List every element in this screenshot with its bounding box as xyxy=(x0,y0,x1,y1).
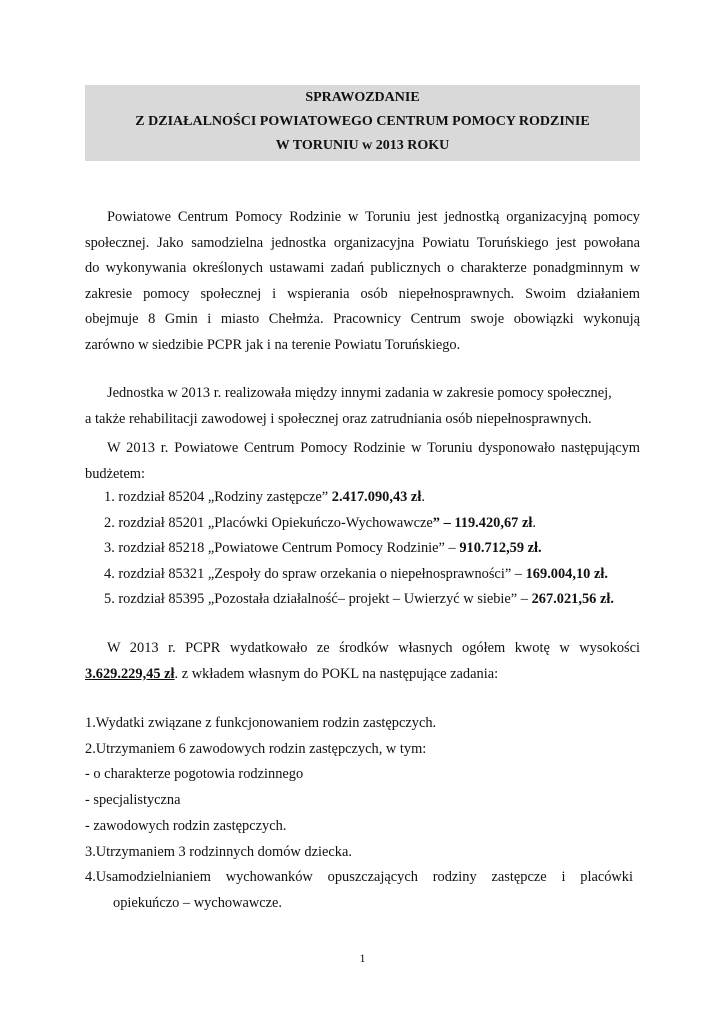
spending-line: W 2013 r. PCPR wydatkowało ze środków własnych ogółem kwotę w wysokości xyxy=(107,640,640,656)
tasks-line: Jednostka w 2013 r. realizowała między innymi zadania w zakresie pomocy społecznej, xyxy=(107,385,612,401)
list-item: 4.Usamodzielnianiem wychowanków opuszczających rodziny zastępcze i placówki xyxy=(85,869,633,886)
budget-item: 2. rozdział 85201 „Placówki Opiekuńczo-Wychowawcze” – 119.420,67 zł. xyxy=(104,515,536,531)
budget-amount: 910.712,59 zł. xyxy=(459,540,542,556)
intro-line: Powiatowe Centrum Pomocy Rodzinie w Toruniu jest jednostką organizacyjną pomocy xyxy=(107,209,640,225)
tasks-paragraph xyxy=(85,381,640,432)
intro-line: obejmuje 8 Gmin i miasto Chełmża. Pracownicy Centrum swoje obowiązki wykonują xyxy=(85,311,640,327)
list-item: 3.Utrzymaniem 3 rodzinnych domów dziecka. xyxy=(85,843,352,860)
spending-paragraph xyxy=(85,636,640,687)
tasks-line: a także rehabilitacji zawodowej i społecznej oraz zatrudniania osób niepełnosprawnych. xyxy=(85,410,592,427)
page-number: 1 xyxy=(359,951,366,965)
budget-item: 5. rozdział 85395 „Pozostała działalność– projekt – Uwierzyć w siebie” – 267.021,56 zł. xyxy=(104,591,614,607)
budget-amount: 267.021,56 zł. xyxy=(531,591,614,607)
budget-intro-paragraph xyxy=(85,436,640,487)
budget-item: 4. rozdział 85321 „Zespoły do spraw orzekania o niepełnosprawności” – 169.004,10 zł. xyxy=(104,566,608,582)
title-line-1: SPRAWOZDANIE xyxy=(305,90,420,105)
list-item: - zawodowych rodzin zastępczych. xyxy=(85,817,287,834)
list-item: - o charakterze pogotowia rodzinnego xyxy=(85,766,304,783)
budget-item: 1. rozdział 85204 „Rodziny zastępcze” 2.417.090,43 zł. xyxy=(104,489,425,505)
intro-line: zakresie pomocy społecznej i wspierania osób niepełnosprawnych. Swoim działaniem xyxy=(85,285,640,302)
title-line-3: W TORUNIU w 2013 ROKU xyxy=(275,138,450,153)
intro-line: zarówno w siedzibie PCPR jak i na terenie Powiatu Toruńskiego. xyxy=(85,336,461,353)
title-line-2: Z DZIAŁALNOŚCI POWIATOWEGO CENTRUM POMOCY RODZINIE xyxy=(135,114,590,129)
list-item: 1.Wydatki związane z funkcjonowaniem rodzin zastępczych. xyxy=(85,715,437,731)
intro-line: społecznej. Jako samodzielna jednostka organizacyjna Powiatu Toruńskiego jest powołana xyxy=(85,234,640,251)
intro-line: do wykonywania określonych ustawami zadań publicznych o charakterze ponadgminnym w xyxy=(85,260,640,276)
budget-intro-line: budżetem: xyxy=(85,465,145,482)
budget-item: 3. rozdział 85218 „Powiatowe Centrum Pomocy Rodzinie” – 910.712,59 zł. xyxy=(104,540,542,556)
report-title-box xyxy=(85,85,640,161)
list-item: - specjalistyczna xyxy=(85,792,181,809)
budget-intro-line: W 2013 r. Powiatowe Centrum Pomocy Rodzinie w Toruniu dysponowało następującym xyxy=(107,440,640,456)
spending-line: 3.629.229,45 zł. z wkładem własnym do POKL na następujące zadania: xyxy=(85,665,499,682)
list-item: 2.Utrzymaniem 6 zawodowych rodzin zastępczych, w tym: xyxy=(85,740,427,757)
budget-amount: 169.004,10 zł. xyxy=(525,566,608,582)
budget-amount: 2.417.090,43 zł xyxy=(331,489,422,505)
budget-amount: ” – 119.420,67 zł xyxy=(432,515,533,531)
intro-paragraph xyxy=(85,205,640,358)
list-item: opiekuńczo – wychowawcze. xyxy=(113,894,283,911)
total-amount: 3.629.229,45 zł xyxy=(85,665,175,682)
task-list xyxy=(85,711,640,917)
